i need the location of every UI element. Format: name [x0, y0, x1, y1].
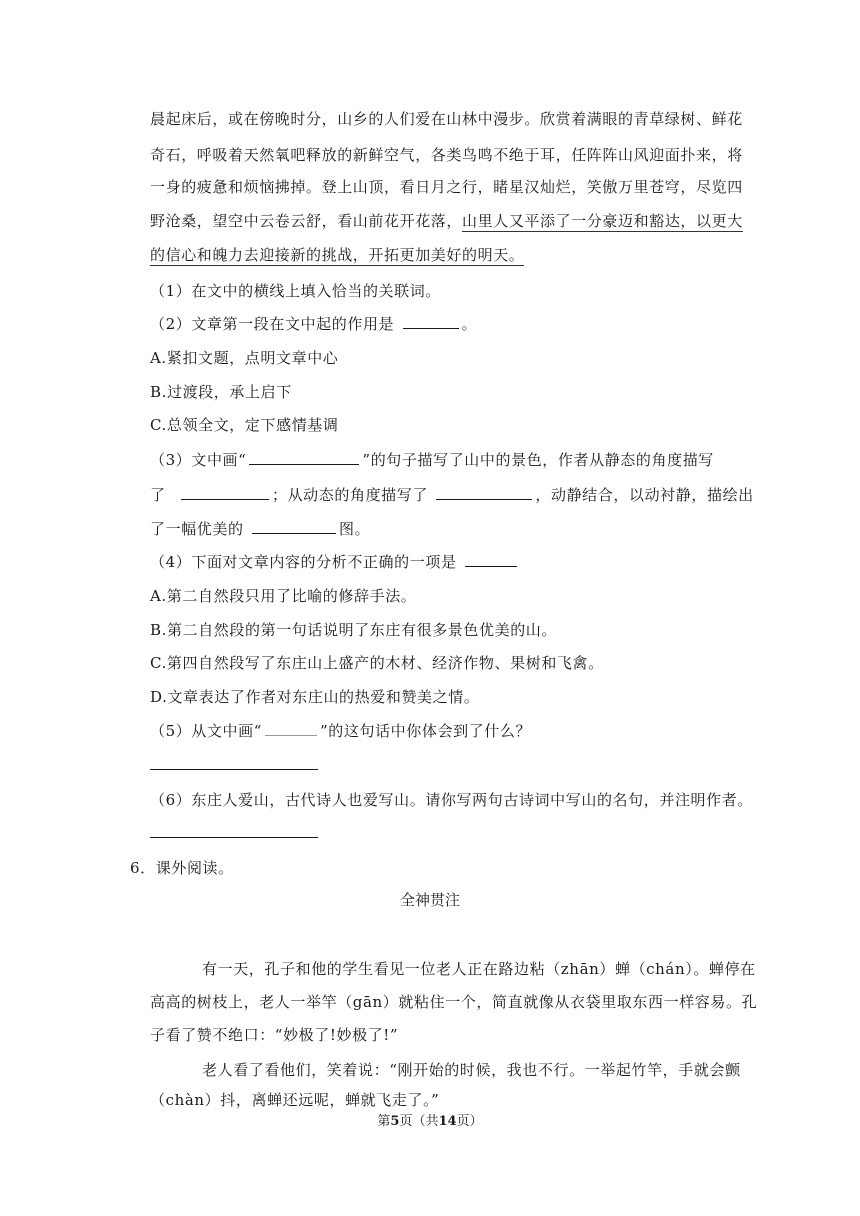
q4-option-a: A.第二自然段只用了比喻的修辞手法。	[150, 587, 417, 605]
q5-text-b: ”的这句话中你体会到了什么？	[320, 722, 532, 740]
page-footer	[0, 1110, 860, 1129]
q3-text-c: 了	[150, 486, 166, 504]
answer-blank[interactable]	[181, 484, 269, 500]
footer-prefix: 第	[377, 1114, 391, 1129]
q3-text-e: ，动静结合，以动衬静，描绘出	[535, 486, 754, 504]
q4-option-c: C.第四自然段写了东庄山上盛产的木材、经济作物、果树和飞禽。	[150, 654, 604, 672]
q4-option-d: D.文章表达了作者对东庄山的热爱和赞美之情。	[150, 688, 480, 706]
reading-p2-line-1: 老人看了看他们，笑着说：“刚开始的时候，我也不行。一举起竹竿，手就会颤	[202, 1061, 741, 1079]
question-4-text: （4）下面对文章内容的分析不正确的一项是	[150, 553, 457, 571]
answer-line[interactable]	[150, 837, 318, 838]
passage-line-5	[150, 244, 524, 266]
underlined-sentence-part-1: 山里人又平添了一分豪迈和豁达，以更大	[462, 212, 743, 230]
page-number: 5	[390, 1114, 400, 1129]
reading-title: 全神贯注	[399, 891, 460, 909]
passage-line-4	[150, 210, 743, 232]
reading-p1-line-1: 有一天，孔子和他的学生看见一位老人正在路边粘（zhān）蝉（chán）。蝉停在	[202, 960, 756, 978]
answer-blank[interactable]	[403, 313, 459, 329]
question-1: （1）在文中的横线上填入恰当的关联词。	[150, 282, 441, 300]
question-5	[150, 720, 531, 742]
reading-p2-line-2: （chàn）抖，离蝉还远呢，蝉就飞走了。”	[150, 1091, 440, 1109]
q3-text-g: 图。	[338, 520, 371, 538]
section-6-heading: 6．课外阅读。	[130, 859, 234, 877]
question-3-line-3	[150, 518, 370, 540]
q3-text-a: （3）文中画“	[150, 451, 247, 469]
total-pages: 14	[438, 1114, 457, 1129]
q3-text-d: ；从动态的角度描写了	[271, 486, 428, 504]
question-3-line-1	[150, 449, 714, 471]
reading-p1-line-3: 子看了赞不绝口：“妙极了!妙极了!”	[150, 1026, 399, 1044]
reading-p1-line-2: 高高的树枝上，老人一举竿（gān）就粘住一个，简直就像从衣袋里取东西一样容易。孔	[150, 993, 758, 1011]
question-3-line-2	[150, 484, 754, 506]
q2-option-c: C.总领全文，定下感情基调	[150, 416, 339, 434]
q3-text-f: 了一幅优美的	[150, 520, 244, 538]
footer-suffix: 页）	[456, 1114, 483, 1129]
passage-line-2: 奇石，呼吸着天然氧吧释放的新鲜空气，各类鸟鸣不绝于耳，任阵阵山风迎面扑来，将	[150, 146, 743, 164]
passage-line-1: 晨起床后，或在傍晚时分，山乡的人们爱在山林中漫步。欣赏着满眼的青草绿树、鲜花	[150, 110, 743, 128]
question-2	[150, 313, 477, 335]
q4-option-b: B.第二自然段的第一句话说明了东庄有很多景色优美的山。	[150, 621, 557, 639]
question-2-text: （2）文章第一段在文中起的作用是	[150, 315, 395, 333]
passage-line-3: 一身的疲惫和烦恼拂掉。登上山顶，看日月之行，睹星汉灿烂，笑傲万里苍穹，尽览四	[150, 178, 743, 196]
answer-line[interactable]	[150, 769, 318, 770]
question-4	[150, 551, 520, 573]
answer-blank[interactable]	[249, 449, 359, 465]
answer-blank[interactable]	[436, 484, 532, 500]
answer-blank[interactable]	[252, 518, 336, 534]
passage-line-4-plain: 野沧桑，望空中云卷云舒，看山前花开花落，	[150, 212, 463, 230]
question-2-end: 。	[461, 315, 478, 333]
q5-text-a: （5）从文中画“	[150, 722, 263, 740]
q2-option-a: A.紧扣文题，点明文章中心	[150, 349, 339, 367]
question-6: （6）东庄人爱山，古代诗人也爱写山。请你写两句古诗词中写山的名句，并注明作者。	[150, 791, 753, 809]
footer-middle: 页（共	[399, 1114, 439, 1129]
answer-blank[interactable]	[465, 551, 517, 567]
q3-text-b: ”的句子描写了山中的景色，作者从静态的角度描写	[362, 451, 714, 469]
answer-blank[interactable]	[265, 720, 317, 736]
q2-option-b: B.过渡段，承上启下	[150, 383, 292, 401]
underlined-sentence-part-2: 的信心和魄力去迎接新的挑战，开拓更加美好的明天。	[150, 246, 525, 264]
